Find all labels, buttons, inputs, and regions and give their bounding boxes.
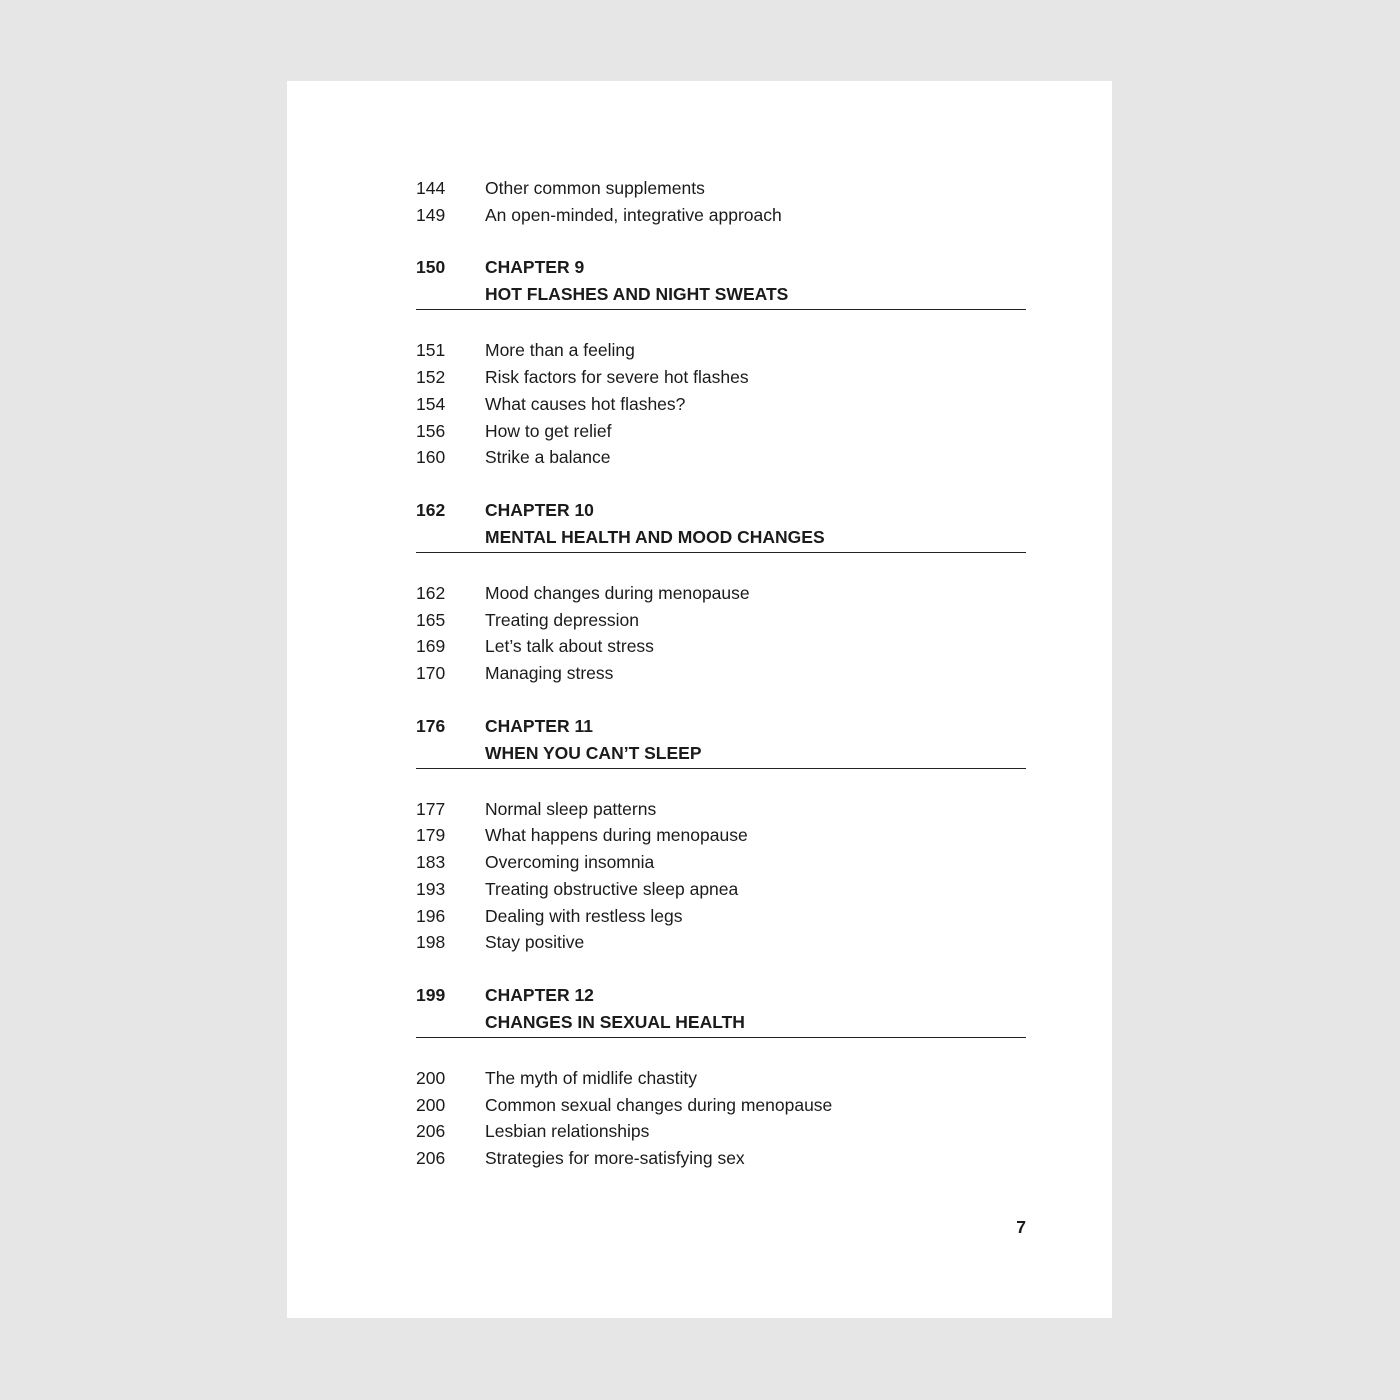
toc-entry bbox=[416, 633, 1026, 660]
entry-title: The myth of midlife chastity bbox=[485, 1067, 698, 1088]
toc-entry bbox=[416, 418, 1026, 445]
toc-entry bbox=[416, 1118, 1026, 1145]
entry-title: What causes hot flashes? bbox=[485, 393, 686, 414]
entry-page-number: 200 bbox=[416, 1094, 446, 1115]
entry-title: Strike a balance bbox=[485, 447, 611, 468]
chapter-heading-11 bbox=[416, 713, 1026, 769]
toc-entry bbox=[416, 1145, 1026, 1172]
entry-title: Lesbian relationships bbox=[485, 1121, 650, 1142]
entry-title: Strategies for more-satisfying sex bbox=[485, 1148, 745, 1169]
entry-title: What happens during menopause bbox=[485, 825, 748, 846]
toc-entry bbox=[416, 796, 1026, 823]
chapter-label: CHAPTER 12 bbox=[485, 984, 594, 1005]
chapter-divider bbox=[416, 1037, 1026, 1038]
entry-page-number: 144 bbox=[416, 178, 446, 198]
entry-page-number: 179 bbox=[416, 825, 446, 846]
entry-page-number: 152 bbox=[416, 367, 446, 388]
chapter-10-entries bbox=[416, 580, 1026, 687]
chapter-title-row bbox=[416, 740, 1026, 767]
chapter-title-row bbox=[416, 524, 1026, 551]
entry-title: Let’s talk about stress bbox=[485, 636, 654, 657]
entry-page-number: 183 bbox=[416, 852, 446, 873]
entry-page-number: 151 bbox=[416, 340, 446, 361]
chapter-title-row bbox=[416, 281, 1026, 308]
chapter-label: CHAPTER 10 bbox=[485, 499, 594, 520]
toc-entry bbox=[416, 202, 1026, 229]
toc-entry bbox=[416, 1092, 1026, 1119]
toc-entry bbox=[416, 580, 1026, 607]
entry-title: Risk factors for severe hot flashes bbox=[485, 367, 749, 388]
chapter-title-row bbox=[416, 1009, 1026, 1036]
chapter-page-number: 150 bbox=[416, 257, 446, 278]
chapter-divider bbox=[416, 552, 1026, 553]
toc-entry bbox=[416, 849, 1026, 876]
entry-page-number: 162 bbox=[416, 582, 446, 603]
chapter-12-entries bbox=[416, 1065, 1026, 1172]
chapter-title: WHEN YOU CAN’T SLEEP bbox=[485, 742, 702, 763]
entry-title: Mood changes during menopause bbox=[485, 582, 750, 603]
table-of-contents bbox=[416, 175, 1026, 1198]
chapter-title: MENTAL HEALTH AND MOOD CHANGES bbox=[485, 526, 825, 547]
page-number: 7 bbox=[1016, 1217, 1026, 1237]
chapter-label-row bbox=[416, 254, 1026, 281]
entry-page-number: 160 bbox=[416, 447, 446, 468]
chapter-label-row bbox=[416, 713, 1026, 740]
toc-entry bbox=[416, 903, 1026, 930]
chapter-heading-12 bbox=[416, 982, 1026, 1038]
entry-title: Stay positive bbox=[485, 932, 585, 953]
toc-entry bbox=[416, 364, 1026, 391]
chapter-label: CHAPTER 9 bbox=[485, 257, 585, 278]
chapter-title: CHANGES IN SEXUAL HEALTH bbox=[485, 1011, 745, 1032]
entry-title: How to get relief bbox=[485, 420, 612, 441]
entry-page-number: 177 bbox=[416, 798, 446, 819]
entry-page-number: 193 bbox=[416, 878, 446, 899]
intro-entries bbox=[416, 175, 1026, 228]
entry-page-number: 206 bbox=[416, 1121, 446, 1142]
entry-title: Treating depression bbox=[485, 609, 640, 630]
entry-title: An open-minded, integrative approach bbox=[485, 204, 782, 225]
entry-title: Other common supplements bbox=[485, 178, 705, 198]
entry-title: Treating obstructive sleep apnea bbox=[485, 878, 739, 899]
toc-entry bbox=[416, 391, 1026, 418]
toc-entry bbox=[416, 607, 1026, 634]
toc-entry bbox=[416, 175, 1026, 202]
entry-page-number: 198 bbox=[416, 932, 446, 953]
entry-page-number: 206 bbox=[416, 1148, 446, 1169]
chapter-heading-9 bbox=[416, 254, 1026, 310]
entry-title: Normal sleep patterns bbox=[485, 798, 657, 819]
entry-page-number: 170 bbox=[416, 663, 446, 684]
entry-page-number: 154 bbox=[416, 393, 446, 414]
chapter-label: CHAPTER 11 bbox=[485, 715, 593, 736]
entry-title: More than a feeling bbox=[485, 340, 635, 361]
chapter-label-row bbox=[416, 982, 1026, 1009]
chapter-page-number: 162 bbox=[416, 499, 446, 520]
entry-page-number: 196 bbox=[416, 905, 446, 926]
toc-entry bbox=[416, 929, 1026, 956]
entry-page-number: 156 bbox=[416, 420, 446, 441]
toc-entry bbox=[416, 822, 1026, 849]
chapter-label-row bbox=[416, 497, 1026, 524]
toc-entry bbox=[416, 876, 1026, 903]
book-page bbox=[287, 81, 1112, 1318]
chapter-page-number: 199 bbox=[416, 984, 446, 1005]
entry-title: Managing stress bbox=[485, 663, 614, 684]
toc-entry bbox=[416, 337, 1026, 364]
toc-entry bbox=[416, 444, 1026, 471]
toc-entry bbox=[416, 1065, 1026, 1092]
chapter-11-entries bbox=[416, 796, 1026, 956]
chapter-page-number: 176 bbox=[416, 715, 446, 736]
entry-page-number: 149 bbox=[416, 204, 446, 225]
entry-page-number: 165 bbox=[416, 609, 446, 630]
chapter-heading-10 bbox=[416, 497, 1026, 553]
entry-page-number: 169 bbox=[416, 636, 446, 657]
chapter-divider bbox=[416, 768, 1026, 769]
chapter-9-entries bbox=[416, 337, 1026, 471]
entry-title: Dealing with restless legs bbox=[485, 905, 683, 926]
chapter-title: HOT FLASHES AND NIGHT SWEATS bbox=[485, 284, 789, 305]
entry-page-number: 200 bbox=[416, 1067, 446, 1088]
entry-title: Common sexual changes during menopause bbox=[485, 1094, 833, 1115]
chapter-divider bbox=[416, 309, 1026, 310]
entry-title: Overcoming insomnia bbox=[485, 852, 655, 873]
toc-entry bbox=[416, 660, 1026, 687]
